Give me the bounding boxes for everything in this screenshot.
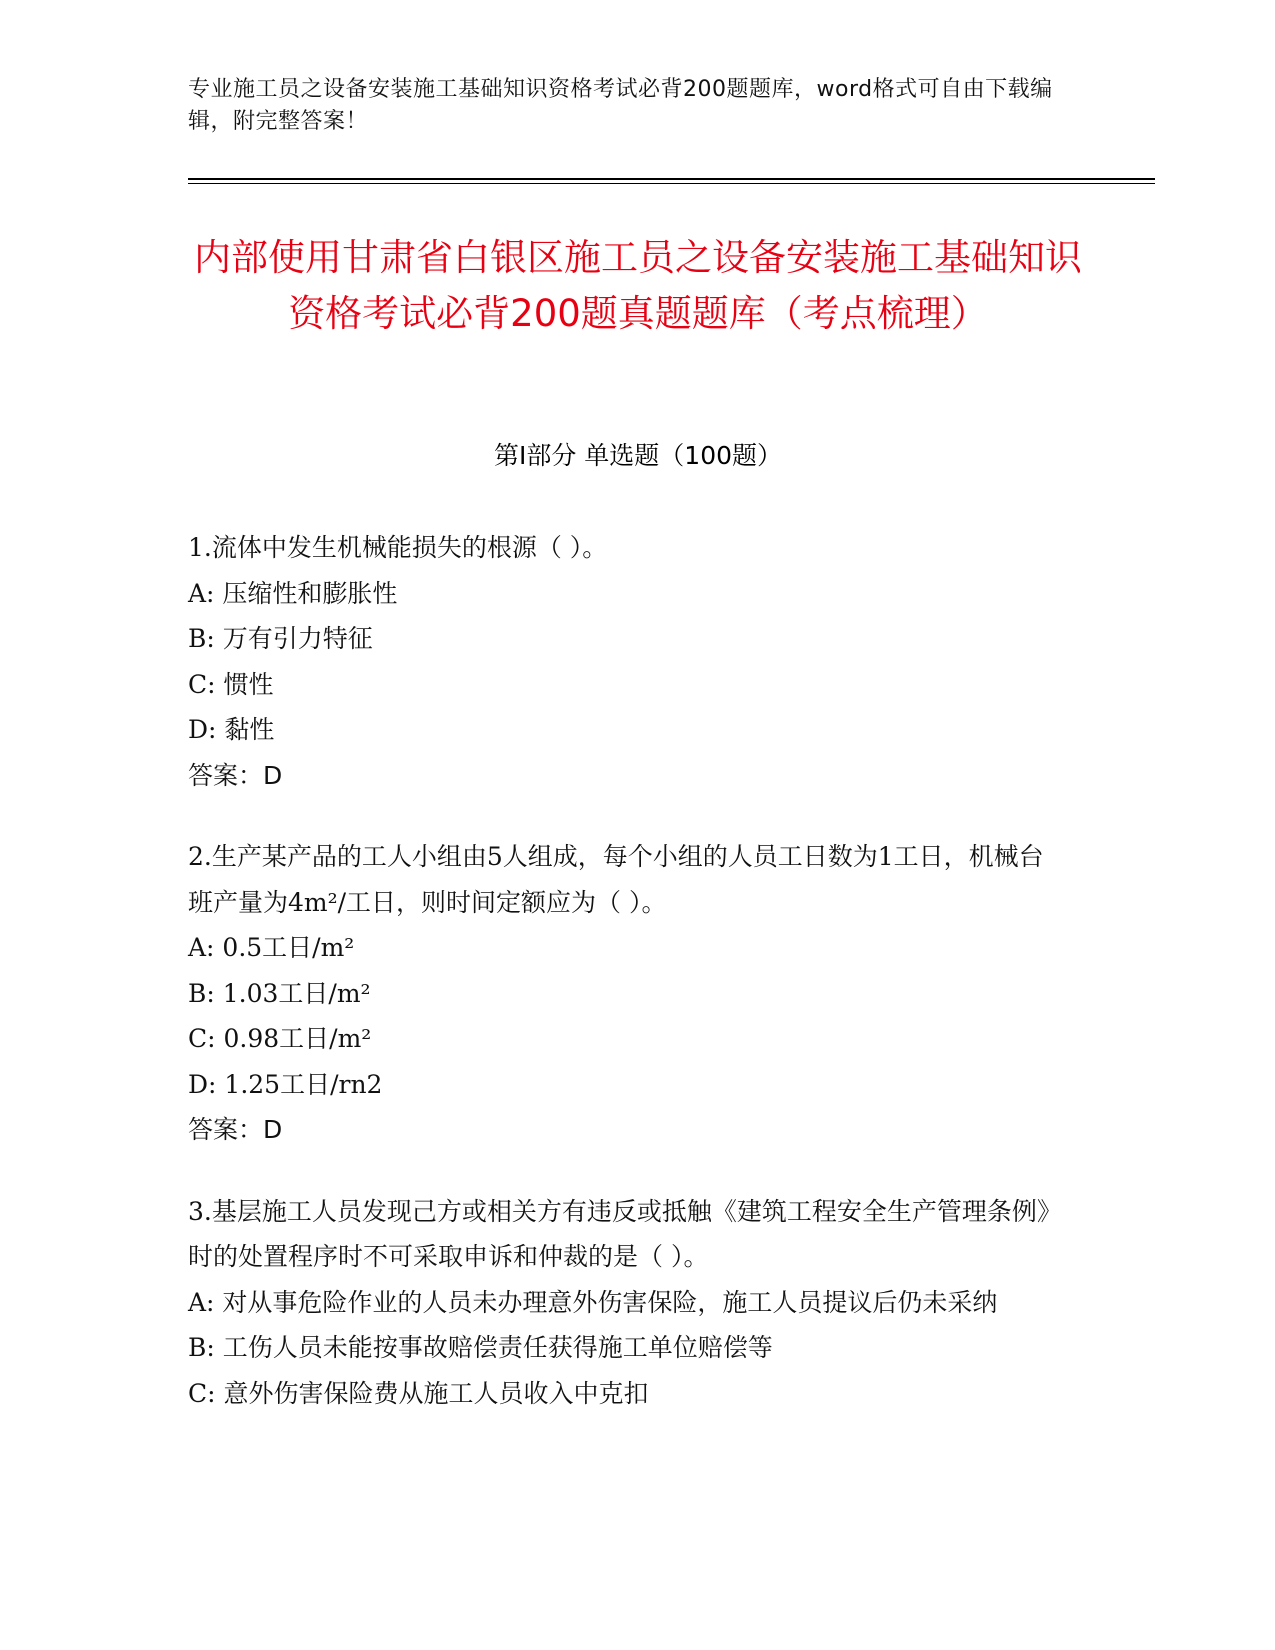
question-list bbox=[188, 525, 1068, 1452]
option-b: B: 1.03工日/m² bbox=[188, 978, 371, 1008]
option-d: D: 黏性 bbox=[188, 715, 275, 744]
header-note: 专业施工员之设备安装施工基础知识资格考试必背200题题库，word格式可自由下载编辑，附完整答案！ bbox=[188, 77, 1053, 134]
question-1 bbox=[188, 525, 1068, 798]
answer: 答案：D bbox=[188, 760, 283, 790]
answer: 答案：D bbox=[188, 1115, 283, 1144]
option-b: B: 万有引力特征 bbox=[188, 624, 373, 653]
question-stem: 1.流体中发生机械能损失的根源（ ）。 bbox=[188, 533, 608, 562]
question-stem: 2.生产某产品的工人小组由5人组成，每个小组的人员工日数为1工日，机械台班产量为4m²/工日，则时间定额应为（ ）。 bbox=[188, 842, 1044, 917]
option-b: B: 工伤人员未能按事故赔偿责任获得施工单位赔偿等 bbox=[188, 1333, 773, 1362]
header-rule-thin bbox=[188, 183, 1155, 184]
option-c: C: 0.98工日/m² bbox=[188, 1024, 372, 1053]
question-stem: 3.基层施工人员发现己方或相关方有违反或抵触《建筑工程安全生产管理条例》时的处置程序时不可采取申诉和仲裁的是（ ）。 bbox=[188, 1196, 1062, 1271]
section-title: 第Ⅰ部分 单选题（100题） bbox=[493, 441, 783, 470]
option-c: C: 惯性 bbox=[188, 669, 274, 699]
question-2 bbox=[188, 834, 1068, 1153]
header-rule-thick bbox=[188, 178, 1155, 180]
option-a: A: 对从事危险作业的人员未办理意外伤害保险，施工人员提议后仍未采纳 bbox=[188, 1287, 998, 1317]
option-a: A: 压缩性和膨胀性 bbox=[188, 578, 398, 608]
option-d: D: 1.25工日/rn2 bbox=[188, 1069, 383, 1099]
document-title: 内部使用甘肃省白银区施工员之设备安装施工基础知识资格考试必背200题真题题库（考点梳理） bbox=[194, 236, 1082, 335]
option-c: C: 意外伤害保险费从施工人员收入中克扣 bbox=[188, 1378, 649, 1408]
question-3 bbox=[188, 1189, 1068, 1417]
option-a: A: 0.5工日/m² bbox=[188, 933, 355, 962]
